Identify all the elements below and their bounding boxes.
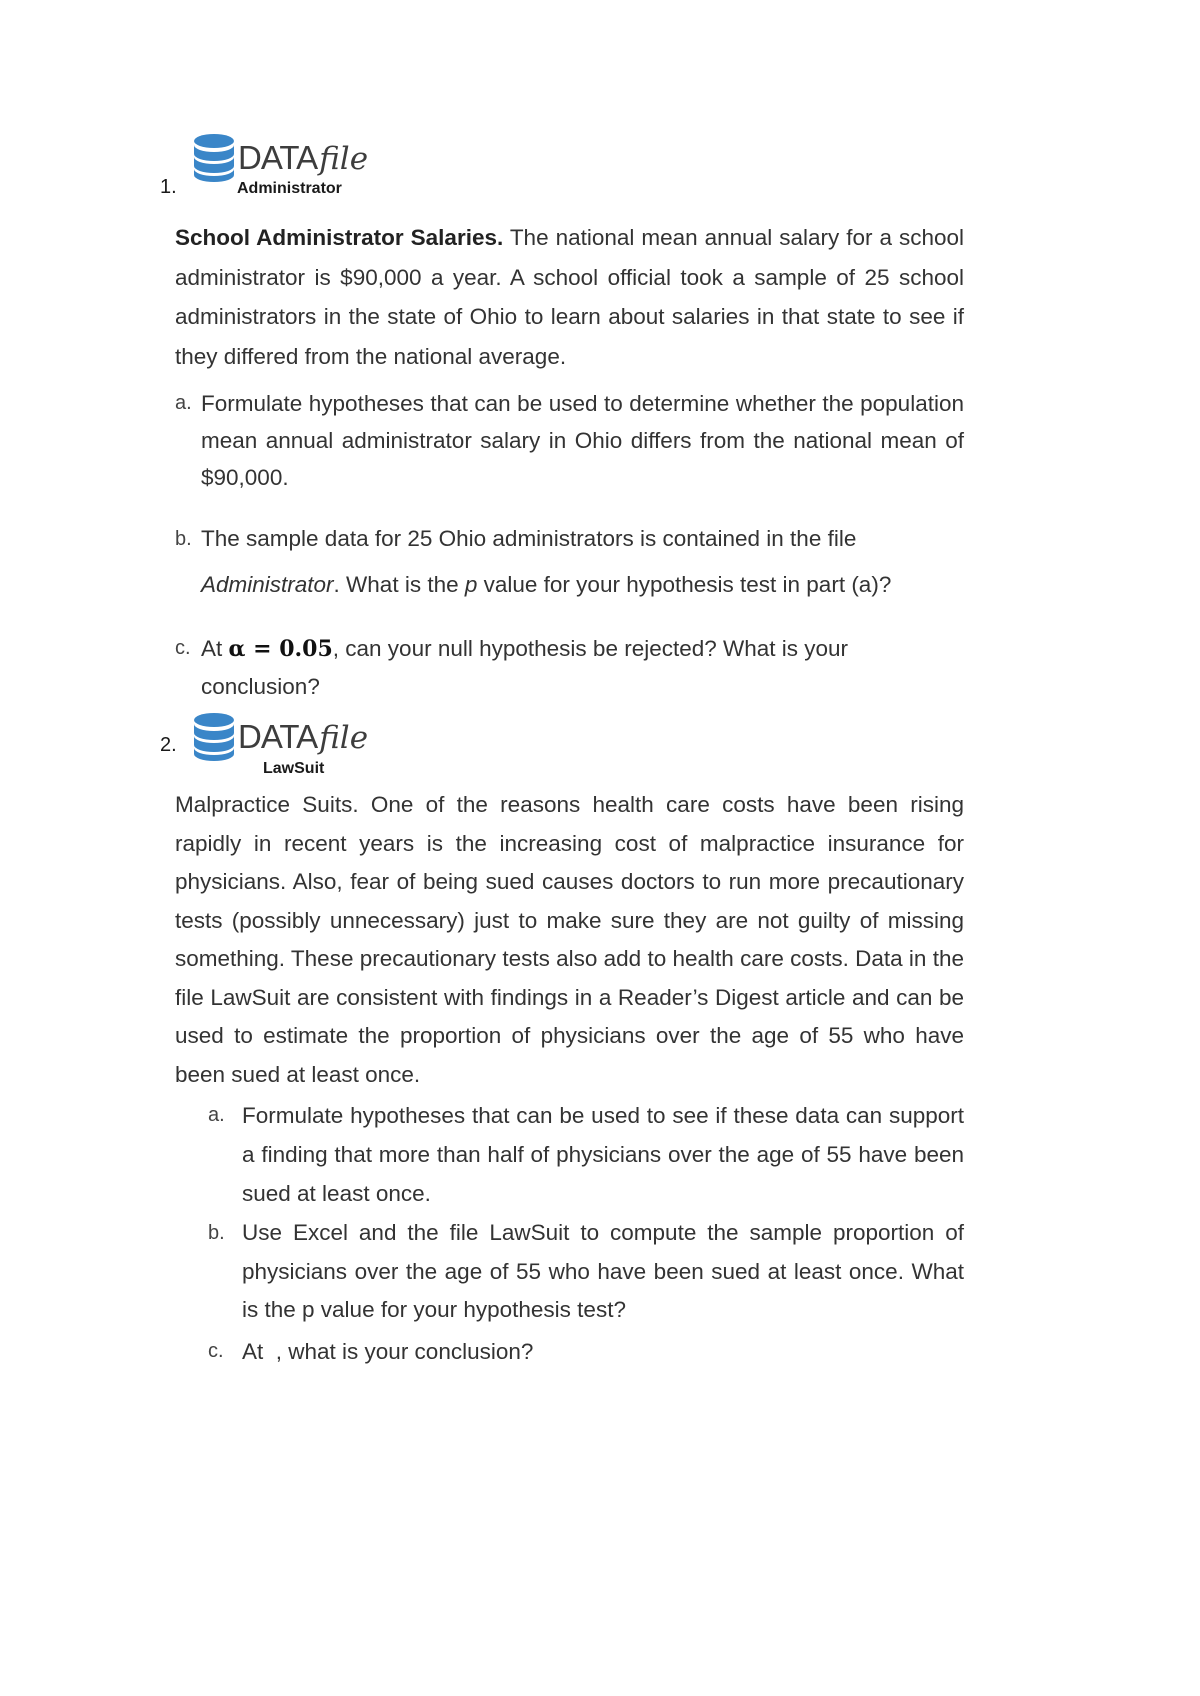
item-letter: a. (175, 392, 192, 414)
item-b-mid: . What is the (333, 572, 465, 597)
item-text: Use Excel and the file LawSuit to compute the sample proportion of physicians over the age of 55 who have been sued at least once. What is the p value for your hypothesis test? (242, 1220, 964, 1322)
item-c-pre: At (201, 636, 229, 661)
database-icon (192, 712, 236, 762)
item-text (201, 516, 964, 608)
item-text: Formulate hypotheses that can be used to determine whether the population mean annual administrator salary in Ohio differs from the national mean of $90,000. (201, 391, 964, 490)
logo-file-text: file (319, 141, 369, 177)
problem-1-item-c (175, 630, 964, 705)
logo-data-text: DATA (238, 718, 318, 755)
datafile-wordmark (238, 720, 368, 754)
item-c-post: , can your null hypothesis be rejected? What is your conclusion? (201, 636, 849, 699)
item-letter: a. (208, 1104, 225, 1126)
problem-2-number: 2. (160, 734, 177, 756)
item-b-line1: The sample data for 25 Ohio administrators is contained in the file (201, 526, 857, 551)
problem-2-item-c (208, 1332, 964, 1371)
alpha-equation: α = 0.05 (228, 636, 333, 662)
problem-1-item-a (175, 385, 964, 496)
item-letter: c. (208, 1340, 224, 1362)
problem-1-title: School Administrator Salaries. (175, 225, 504, 250)
problem-2-intro: Malpractice Suits. One of the reasons health care costs have been rising rapidly in recent years is the increasing cost of malpractice insurance for physicians. Also, fear of being sued causes doctors to run more precautionary tests (possibly unnecessary) just to make sure they are not guilty of missing something. These precautionary tests also add to health care costs. Data in the file LawSuit are consistent with findings in a Reader’s Digest article and can be used to estimate the proportion of physicians over the age of 55 who have been sued at least once. (175, 792, 964, 1087)
file-label-administrator: Administrator (237, 180, 342, 197)
item-b-end: value for your hypothesis test in part (a)? (477, 572, 892, 597)
problem-2-item-b (208, 1214, 964, 1330)
item-text (201, 630, 964, 705)
item-letter: c. (175, 637, 191, 659)
datafile-wordmark (238, 141, 368, 175)
problem-2-item-a (208, 1096, 964, 1213)
file-label-lawsuit: LawSuit (263, 760, 325, 777)
item-text: At , what is your conclusion? (242, 1339, 534, 1364)
database-icon (192, 133, 236, 183)
problem-1-item-b (175, 516, 964, 608)
item-letter: b. (175, 528, 192, 550)
file-name-administrator: Administrator (201, 572, 334, 597)
logo-data-text: DATA (238, 139, 318, 176)
p-symbol: p (464, 572, 478, 597)
problem-1-body: The national mean annual salary for a school administrator is $90,000 a year. A school official took a sample of 25 school administrators in the state of Ohio to learn about salaries in that state to see if they differed from the national average. (175, 225, 964, 369)
item-text: Formulate hypotheses that can be used to see if these data can support a finding that more than half of physicians over the age of 55 have been sued at least once. (242, 1103, 964, 1206)
problem-1-intro (175, 218, 964, 376)
problem-1-number: 1. (160, 176, 177, 198)
datafile-logo (192, 711, 368, 763)
item-letter: b. (208, 1222, 225, 1244)
datafile-logo (192, 132, 368, 184)
logo-file-text: file (319, 720, 369, 756)
